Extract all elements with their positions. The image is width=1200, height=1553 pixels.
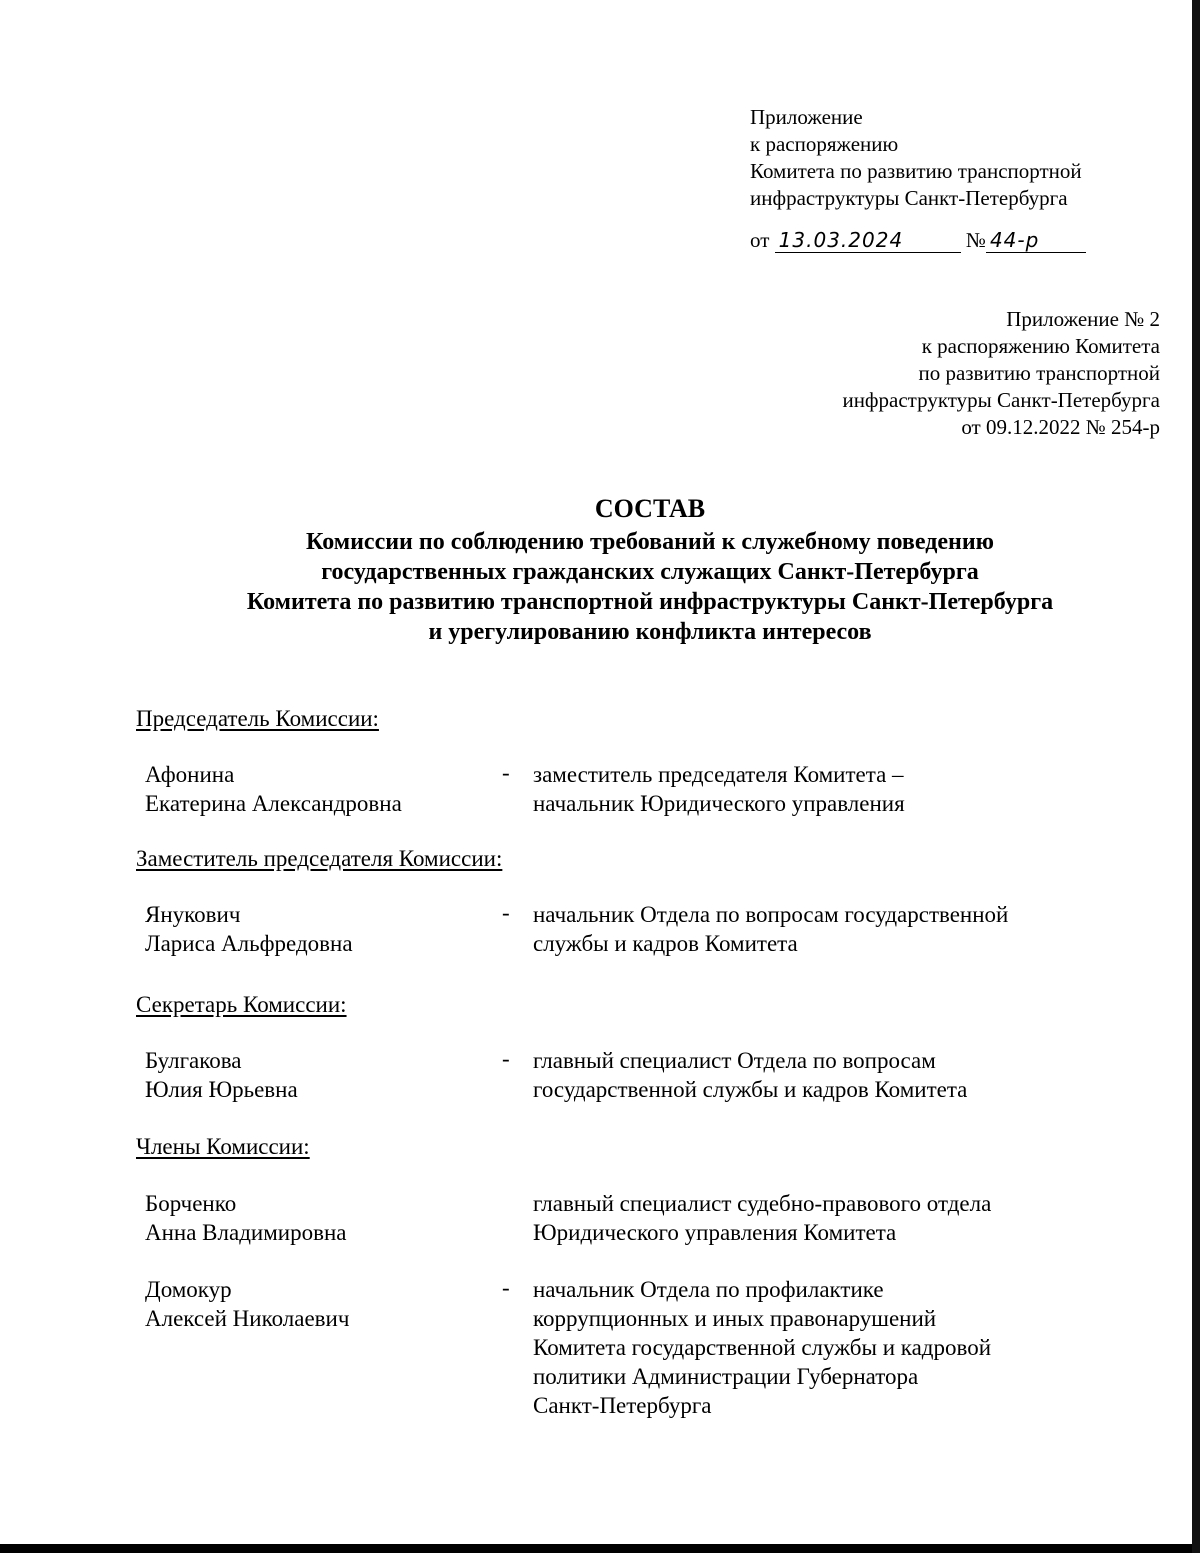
position-line: начальник Отдела по профилактике	[533, 1277, 884, 1302]
member-dash: -	[502, 1275, 510, 1300]
title-line: и урегулированию конфликта интересов	[428, 619, 872, 645]
position-line: главный специалист Отдела по вопросам	[533, 1048, 936, 1073]
order-ref-prefix: от	[750, 228, 770, 252]
member-name	[145, 1046, 298, 1104]
appendix-header-line: Приложение	[750, 105, 863, 129]
member-position	[533, 1046, 967, 1104]
member-given-name: Лариса Альфредовна	[145, 931, 353, 956]
position-line: Комитета государственной службы и кадровой	[533, 1335, 992, 1360]
position-line: политики Администрации Губернатора	[533, 1364, 919, 1389]
member-name	[145, 1275, 349, 1333]
member-surname: Булгакова	[145, 1048, 242, 1073]
order-reference	[750, 228, 1086, 253]
appendix-header-line: инфраструктуры Санкт-Петербурга	[750, 186, 1068, 210]
position-line: Санкт-Петербурга	[533, 1393, 712, 1418]
appendix-header	[750, 104, 1082, 212]
appendix-2-line: инфраструктуры Санкт-Петербурга	[842, 388, 1160, 412]
position-line: Юридического управления Комитета	[533, 1220, 897, 1245]
member-surname: Домокур	[145, 1277, 232, 1302]
member-dash: -	[502, 760, 510, 785]
member-dash: -	[502, 900, 510, 925]
member-given-name: Алексей Николаевич	[145, 1306, 350, 1331]
appendix-header-line: к распоряжению	[750, 132, 899, 156]
section-heading-members: Члены Комиссии:	[136, 1134, 310, 1159]
title-line: Комиссии по соблюдению требований к служебному поведению	[305, 529, 994, 555]
appendix-2-header	[842, 306, 1160, 441]
title-line: государственных гражданских служащих Санкт-Петербурга	[321, 559, 979, 585]
appendix-2-line: по развитию транспортной	[918, 361, 1160, 385]
scan-border-bottom	[0, 1544, 1200, 1553]
position-line: заместитель председателя Комитета –	[533, 762, 904, 787]
member-name	[145, 760, 402, 818]
member-surname: Янукович	[145, 902, 241, 927]
scan-border-right	[1192, 0, 1200, 1553]
document-title	[0, 494, 1200, 647]
position-line: начальник Юридического управления	[533, 791, 905, 816]
position-line: начальник Отдела по вопросам государственной	[533, 902, 1009, 927]
position-line: коррупционных и иных правонарушений	[533, 1306, 937, 1331]
member-surname: Борченко	[145, 1191, 237, 1216]
member-name	[145, 1189, 346, 1247]
order-number-handwritten: 44-р	[986, 228, 1086, 253]
section-heading-secretary: Секретарь Комиссии:	[136, 992, 347, 1017]
member-position	[533, 760, 905, 818]
member-position	[533, 1275, 991, 1420]
member-surname: Афонина	[145, 762, 235, 787]
member-position	[533, 900, 1008, 958]
order-date-handwritten: 13.03.2024	[775, 228, 961, 253]
title-main: СОСТАВ	[594, 494, 706, 523]
member-given-name: Екатерина Александровна	[145, 791, 402, 816]
member-dash: -	[502, 1046, 510, 1071]
position-line: главный специалист судебно-правового отдела	[533, 1191, 992, 1216]
order-number-label: №	[965, 228, 986, 252]
member-name	[145, 900, 353, 958]
title-line: Комитета по развитию транспортной инфраструктуры Санкт-Петербурга	[246, 589, 1054, 615]
position-line: государственной службы и кадров Комитета	[533, 1077, 968, 1102]
member-given-name: Анна Владимировна	[145, 1220, 347, 1245]
section-heading-chair: Председатель Комиссии:	[136, 706, 379, 731]
appendix-header-line: Комитета по развитию транспортной	[750, 159, 1082, 183]
position-line: службы и кадров Комитета	[533, 931, 798, 956]
appendix-2-line: Приложение № 2	[1006, 307, 1160, 331]
appendix-2-line: от 09.12.2022 № 254-р	[961, 415, 1160, 439]
section-heading-deputy-chair: Заместитель председателя Комиссии:	[136, 846, 503, 871]
appendix-2-line: к распоряжению Комитета	[921, 334, 1160, 358]
member-position	[533, 1189, 991, 1247]
member-given-name: Юлия Юрьевна	[145, 1077, 298, 1102]
